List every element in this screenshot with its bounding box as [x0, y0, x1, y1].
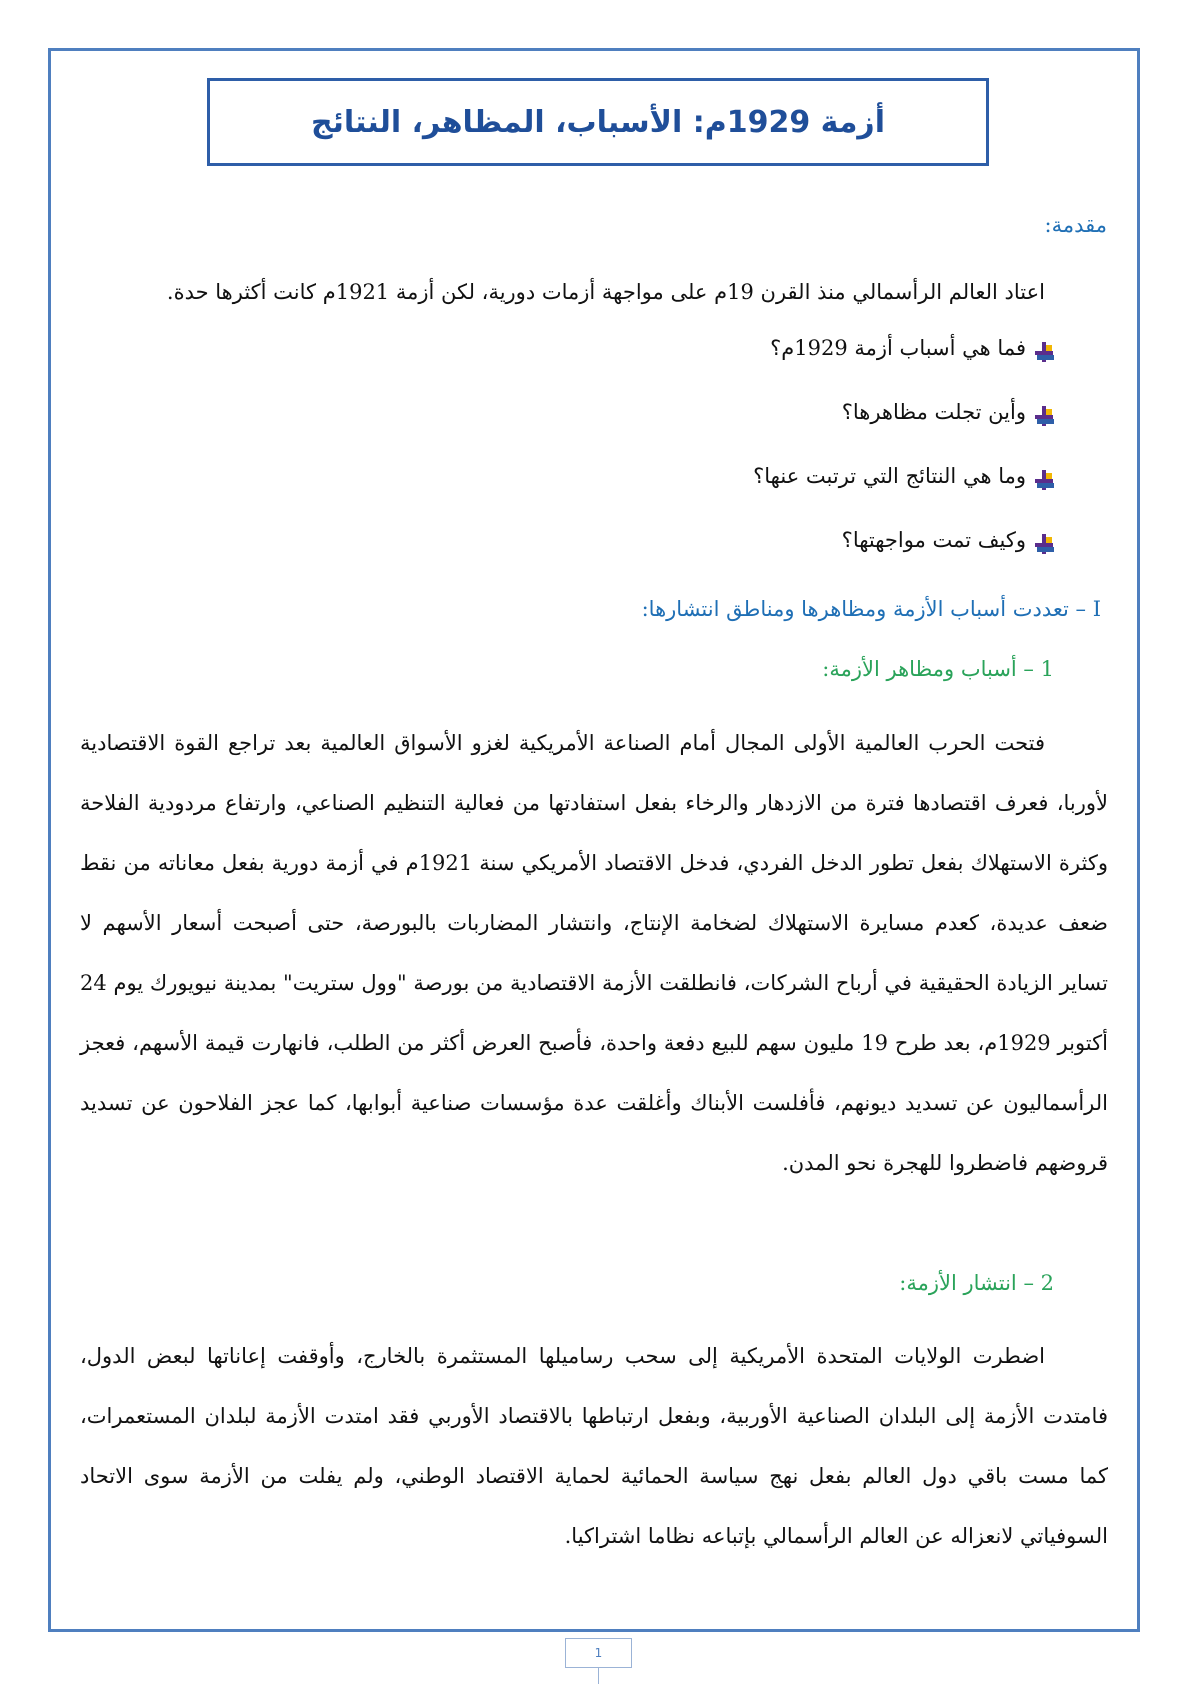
subsection-heading-spread: 2 – انتشار الأزمة:: [899, 1271, 1054, 1295]
page-number-tick: [598, 1668, 599, 1684]
question-text: وما هي النتائج التي ترتبت عنها؟: [753, 464, 1026, 488]
list-item: [254, 528, 1054, 592]
title-box: [207, 78, 989, 166]
cross-bullet-icon: [1034, 406, 1054, 428]
section-heading: I – تعددت أسباب الأزمة ومظاهرها ومناطق انتشارها:: [641, 597, 1101, 621]
subsection-heading-causes: 1 – أسباب ومظاهر الأزمة:: [822, 657, 1054, 681]
causes-paragraph: فتحت الحرب العالمية الأولى المجال أمام الصناعة الأمريكية لغزو الأسواق العالمية بعد تراجع القوة الاقتصادية لأوربا، فعرف اقتصادها فترة من الازدهار والرخاء بفعل استفادتها من فعالية التنظيم الصناعي، وارتفاع مردودية الفلاحة وكثرة الاستهلاك بفعل تطور الدخل الفردي، فدخل الاقتصاد الأمريكي سنة 1921م في أزمة دورية بفعل معاناته من نقط ضعف عديدة، كعدم مسايرة الاستهلاك لضخامة الإنتاج، وانتشار المضاربات بالبورصة، حتى أصبحت أسعار الأسهم لا تساير الزيادة الحقيقية في أرباح الشركات، فانطلقت الأزمة الاقتصادية من بورصة "وول ستريت" بمدينة نيويورك يوم 24 أكتوبر 1929م، بعد طرح 19 مليون سهم للبيع دفعة واحدة، فأصبح العرض أكثر من الطلب، فانهارت قيمة الأسهم، فعجز الرأسماليون عن تسديد ديونهم، فأفلست الأبناك وأغلقت عدة مؤسسات صناعية أبوابها، كما عجز الفلاحون عن تسديد قروضهم فاضطروا للهجرة نحو المدن.: [80, 731, 1108, 1175]
list-item: [254, 336, 1054, 400]
question-list: [254, 336, 1054, 592]
intro-heading: مقدمة:: [1044, 213, 1107, 237]
cross-bullet-icon: [1034, 342, 1054, 364]
cross-bullet-icon: [1034, 534, 1054, 556]
cross-bullet-icon: [1034, 470, 1054, 492]
question-text: وأين تجلت مظاهرها؟: [841, 400, 1026, 424]
list-item: [254, 464, 1054, 528]
page-number: 1: [565, 1638, 632, 1668]
intro-paragraph: اعتاد العالم الرأسمالي منذ القرن 19م على مواجهة أزمات دورية، لكن أزمة 1921م كانت أكثرها حدة.: [166, 280, 1045, 304]
question-text: وكيف تمت مواجهتها؟: [841, 528, 1026, 552]
question-text: فما هي أسباب أزمة 1929م؟: [770, 336, 1026, 360]
list-item: [254, 400, 1054, 464]
page-title: أزمة 1929م: الأسباب، المظاهر، النتائج: [311, 104, 885, 140]
spread-paragraph: اضطرت الولايات المتحدة الأمريكية إلى سحب رساميلها المستثمرة بالخارج، وأوقفت إعاناتها لبعض الدول، فامتدت الأزمة إلى البلدان الصناعية الأوربية، وبفعل ارتباطها بالاقتصاد الأوربي فقد امتدت الأزمة لبلدان المستعمرات، كما مست باقي دول العالم بفعل نهج سياسة الحمائية لحماية الاقتصاد الوطني، ولم يفلت من الأزمة سوى الاتحاد السوفياتي لانعزاله عن العالم الرأسمالي بإتباعه نظاما اشتراكيا.: [80, 1344, 1108, 1548]
